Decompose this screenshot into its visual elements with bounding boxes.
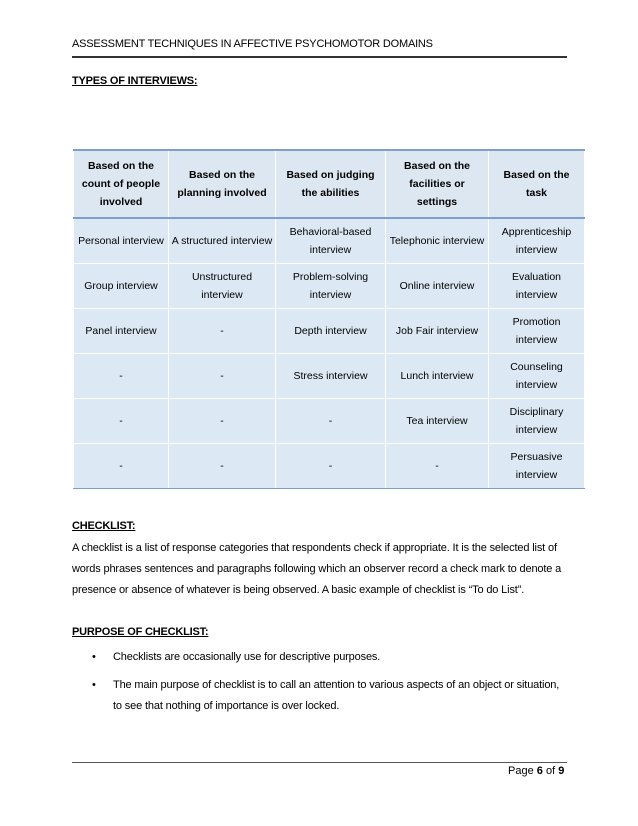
table-header-row	[74, 150, 585, 218]
header-divider	[72, 56, 567, 58]
header-cell-planning: Based on the planning involved	[169, 150, 276, 218]
table-row	[74, 354, 585, 399]
table-cell: -	[169, 444, 276, 489]
table-row	[74, 399, 585, 444]
list-item	[92, 675, 562, 717]
table-cell: -	[276, 444, 386, 489]
interview-types-table	[73, 149, 585, 489]
bullet-icon: •	[92, 679, 96, 691]
header-cell-count: Based on the count of people involved	[74, 150, 169, 218]
current-page-number: 6	[536, 765, 543, 777]
table-cell: Tea interview	[386, 399, 489, 444]
header-cell-judging: Based on judging the abilities	[276, 150, 386, 218]
purpose-bullet-list	[92, 647, 562, 724]
table-cell: Panel interview	[74, 309, 169, 354]
total-pages-number: 9	[558, 765, 565, 777]
checklist-paragraph: A checklist is a list of response categories that respondents check if appropriate. It is the selected list of words phrases sentences and paragraphs following which an observer record a check mark to denote a presence or absence of whatever is being observed. A basic example of checklist is “To do List”.	[72, 542, 562, 596]
footer-divider	[72, 762, 567, 763]
table-cell: -	[74, 444, 169, 489]
table-cell: Online interview	[386, 264, 489, 309]
table-cell: Job Fair interview	[386, 309, 489, 354]
table-cell: -	[386, 444, 489, 489]
table-cell: Promotion interview	[489, 309, 585, 354]
bullet-icon: •	[92, 651, 96, 663]
table-row	[74, 218, 585, 264]
header-cell-task: Based on the task	[489, 150, 585, 218]
running-header: ASSESSMENT TECHNIQUES IN AFFECTIVE PSYCHOMOTOR DOMAINS	[72, 38, 433, 50]
table-row	[74, 264, 585, 309]
table-cell: -	[169, 309, 276, 354]
header-cell-facilities: Based on the facilities or settings	[386, 150, 489, 218]
page-number	[508, 765, 564, 777]
table-cell: Problem-solving interview	[276, 264, 386, 309]
table-cell: -	[169, 399, 276, 444]
table-cell: Apprenticeship interview	[489, 218, 585, 264]
purpose-of-checklist-heading: PURPOSE OF CHECKLIST:	[72, 626, 209, 638]
table-cell: -	[276, 399, 386, 444]
table-cell: Telephonic interview	[386, 218, 489, 264]
table-cell: Persuasive interview	[489, 444, 585, 489]
table-cell: Group interview	[74, 264, 169, 309]
table-cell: -	[74, 354, 169, 399]
table-cell: Depth interview	[276, 309, 386, 354]
table-row	[74, 444, 585, 489]
types-of-interviews-heading: TYPES OF INTERVIEWS:	[72, 75, 198, 87]
table-cell: -	[74, 399, 169, 444]
table-cell: A structured interview	[169, 218, 276, 264]
table-cell: Stress interview	[276, 354, 386, 399]
of-label: of	[545, 765, 556, 777]
page-label: Page	[508, 765, 534, 777]
list-item	[92, 647, 562, 668]
table-cell: Lunch interview	[386, 354, 489, 399]
list-item-text: The main purpose of checklist is to call an attention to various aspects of an object or situation, to see that nothing of importance is over locked.	[113, 679, 560, 712]
list-item-text: Checklists are occasionally use for descriptive purposes.	[113, 651, 381, 663]
table-cell: -	[169, 354, 276, 399]
table-row	[74, 309, 585, 354]
table-cell: Behavioral-based interview	[276, 218, 386, 264]
table-cell: Evaluation interview	[489, 264, 585, 309]
checklist-heading: CHECKLIST:	[72, 520, 136, 532]
table-cell: Personal interview	[74, 218, 169, 264]
table-cell: Counseling interview	[489, 354, 585, 399]
table-cell: Disciplinary interview	[489, 399, 585, 444]
table-cell: Unstructured interview	[169, 264, 276, 309]
